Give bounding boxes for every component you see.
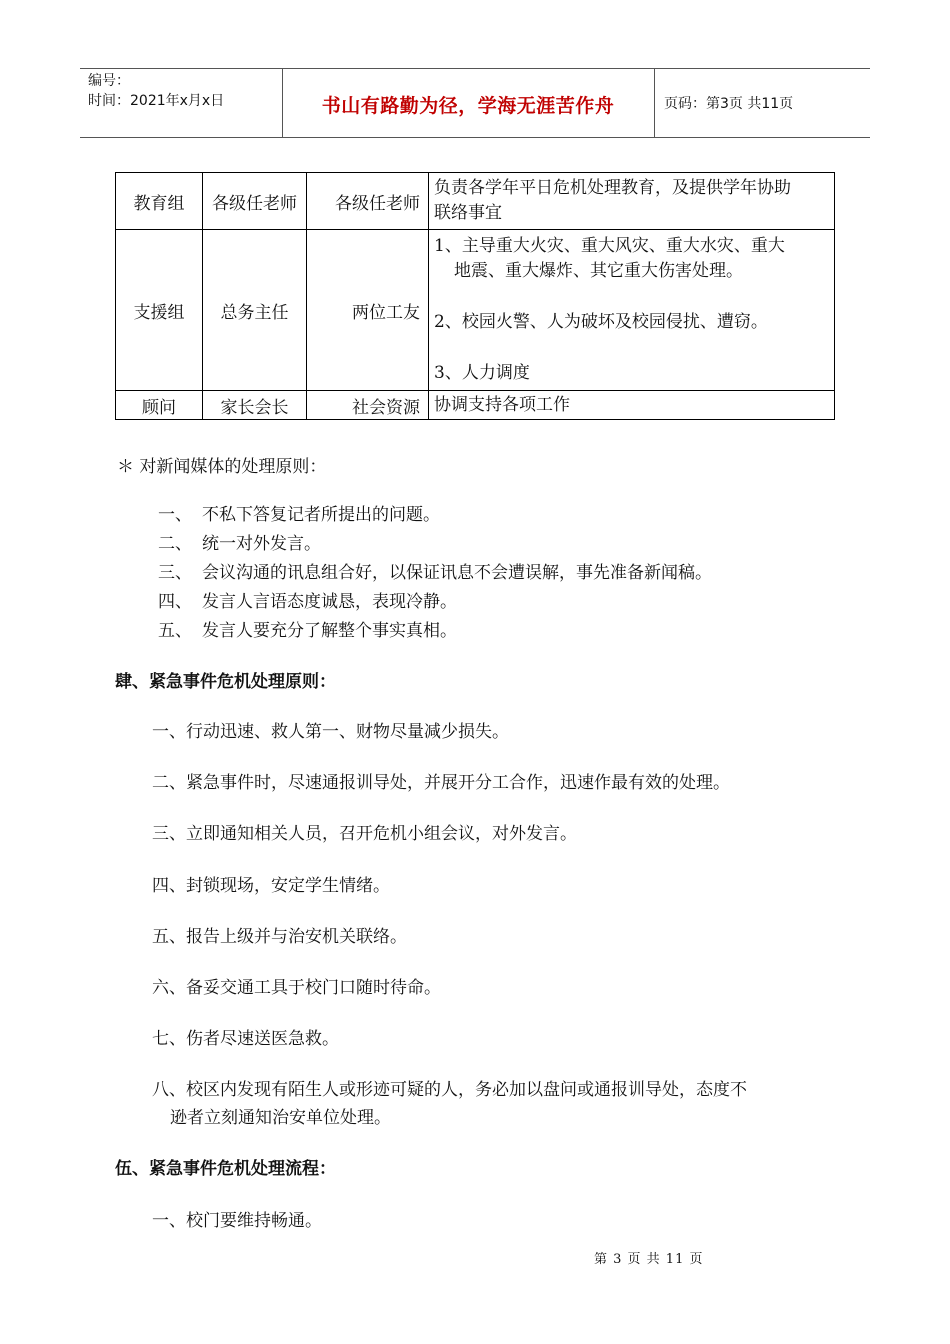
header-motto: 书山有路勤为径，学海无涯苦作舟 xyxy=(321,95,615,117)
principle-item: 二、紧急事件时，尽速通报训导处，并展开分工合作，迅速作最有效的处理。 xyxy=(152,773,730,793)
media-heading: ＊ 对新闻媒体的处理原则： xyxy=(117,457,327,477)
item-text: 统一对外发言。 xyxy=(202,534,321,554)
principle-item: 六、备妥交通工具于校门口随时待命。 xyxy=(152,978,441,998)
principle-item: 三、立即通知相关人员，召开危机小组会议，对外发言。 xyxy=(152,824,577,844)
item-number: 三、 xyxy=(158,563,192,583)
item-text: 不私下答复记者所提出的问题。 xyxy=(202,505,440,525)
doc-number-label: 编号： xyxy=(88,73,130,89)
principle-item: 五、报告上级并与治安机关联络。 xyxy=(152,927,407,947)
duty-line: 1、主导重大火灾、重大风灾、重大水灾、重大 xyxy=(434,236,785,256)
item-text: 发言人言语态度诚恳，表现冷静。 xyxy=(202,592,457,612)
media-item xyxy=(158,500,440,525)
crisis-team-table xyxy=(115,172,835,420)
item-number: 二、 xyxy=(158,534,192,554)
duty-line: 地震、重大爆炸、其它重大伤害处理。 xyxy=(454,261,743,281)
media-item xyxy=(158,587,457,612)
page-footer: 第 3 页 共 11 页 xyxy=(594,1252,704,1267)
duty-cell xyxy=(429,173,835,230)
duty-cell xyxy=(429,230,835,391)
media-item xyxy=(158,529,321,554)
principle-item: 四、封锁现场，安定学生情绪。 xyxy=(152,876,390,896)
group-cell: 教育组 xyxy=(116,173,203,230)
line-gap xyxy=(434,335,831,361)
leader-cell: 总务主任 xyxy=(203,230,307,391)
header-page-number: 页码：第3页 共11页 xyxy=(664,96,794,112)
doc-time-label: 时间：2021年x月x日 xyxy=(88,93,225,109)
leader-cell: 家长会长 xyxy=(203,391,307,420)
item-number: 四、 xyxy=(158,592,192,612)
media-item xyxy=(158,558,712,583)
principle-item: 八、校区内发现有陌生人或形迹可疑的人，务必加以盘问或通报训导处，态度不 xyxy=(152,1080,747,1100)
table-row xyxy=(116,173,835,230)
item-text: 会议沟通的讯息组合好，以保证讯息不会遭误解，事先准备新闻稿。 xyxy=(202,563,712,583)
table-row xyxy=(116,230,835,391)
duty-line: 2、校园火警、人为破坏及校园侵扰、遭窃。 xyxy=(434,312,768,332)
process-item: 一、校门要维持畅通。 xyxy=(152,1211,322,1231)
page-header xyxy=(80,68,870,138)
members-cell: 各级任老师 xyxy=(307,173,429,230)
header-meta xyxy=(88,71,224,111)
table-row xyxy=(116,391,835,420)
line-gap xyxy=(434,284,831,310)
members-cell: 两位工友 xyxy=(307,230,429,391)
principle-item: 七、伤者尽速送医急救。 xyxy=(152,1029,339,1049)
duty-line: 联络事宜 xyxy=(434,203,502,223)
item-number: 五、 xyxy=(158,621,192,641)
principle-item-continuation: 逊者立刻通知治安单位处理。 xyxy=(170,1108,391,1128)
item-text: 发言人要充分了解整个事实真相。 xyxy=(202,621,457,641)
section-heading: 肆、紧急事件危机处理原则： xyxy=(115,672,336,692)
section-heading: 伍、紧急事件危机处理流程： xyxy=(115,1159,336,1179)
duty-line: 3、人力调度 xyxy=(434,363,530,383)
duty-cell xyxy=(429,391,835,420)
leader-cell: 各级任老师 xyxy=(203,173,307,230)
header-divider xyxy=(654,69,655,137)
group-cell: 支援组 xyxy=(116,230,203,391)
group-cell: 顾问 xyxy=(116,391,203,420)
members-cell: 社会资源 xyxy=(307,391,429,420)
principle-item: 一、行动迅速、救人第一、财物尽量减少损失。 xyxy=(152,722,509,742)
item-number: 一、 xyxy=(158,505,192,525)
duty-line: 协调支持各项工作 xyxy=(434,394,570,415)
media-item xyxy=(158,616,457,641)
duty-line: 负责各学年平日危机处理教育，及提供学年协助 xyxy=(434,178,791,198)
